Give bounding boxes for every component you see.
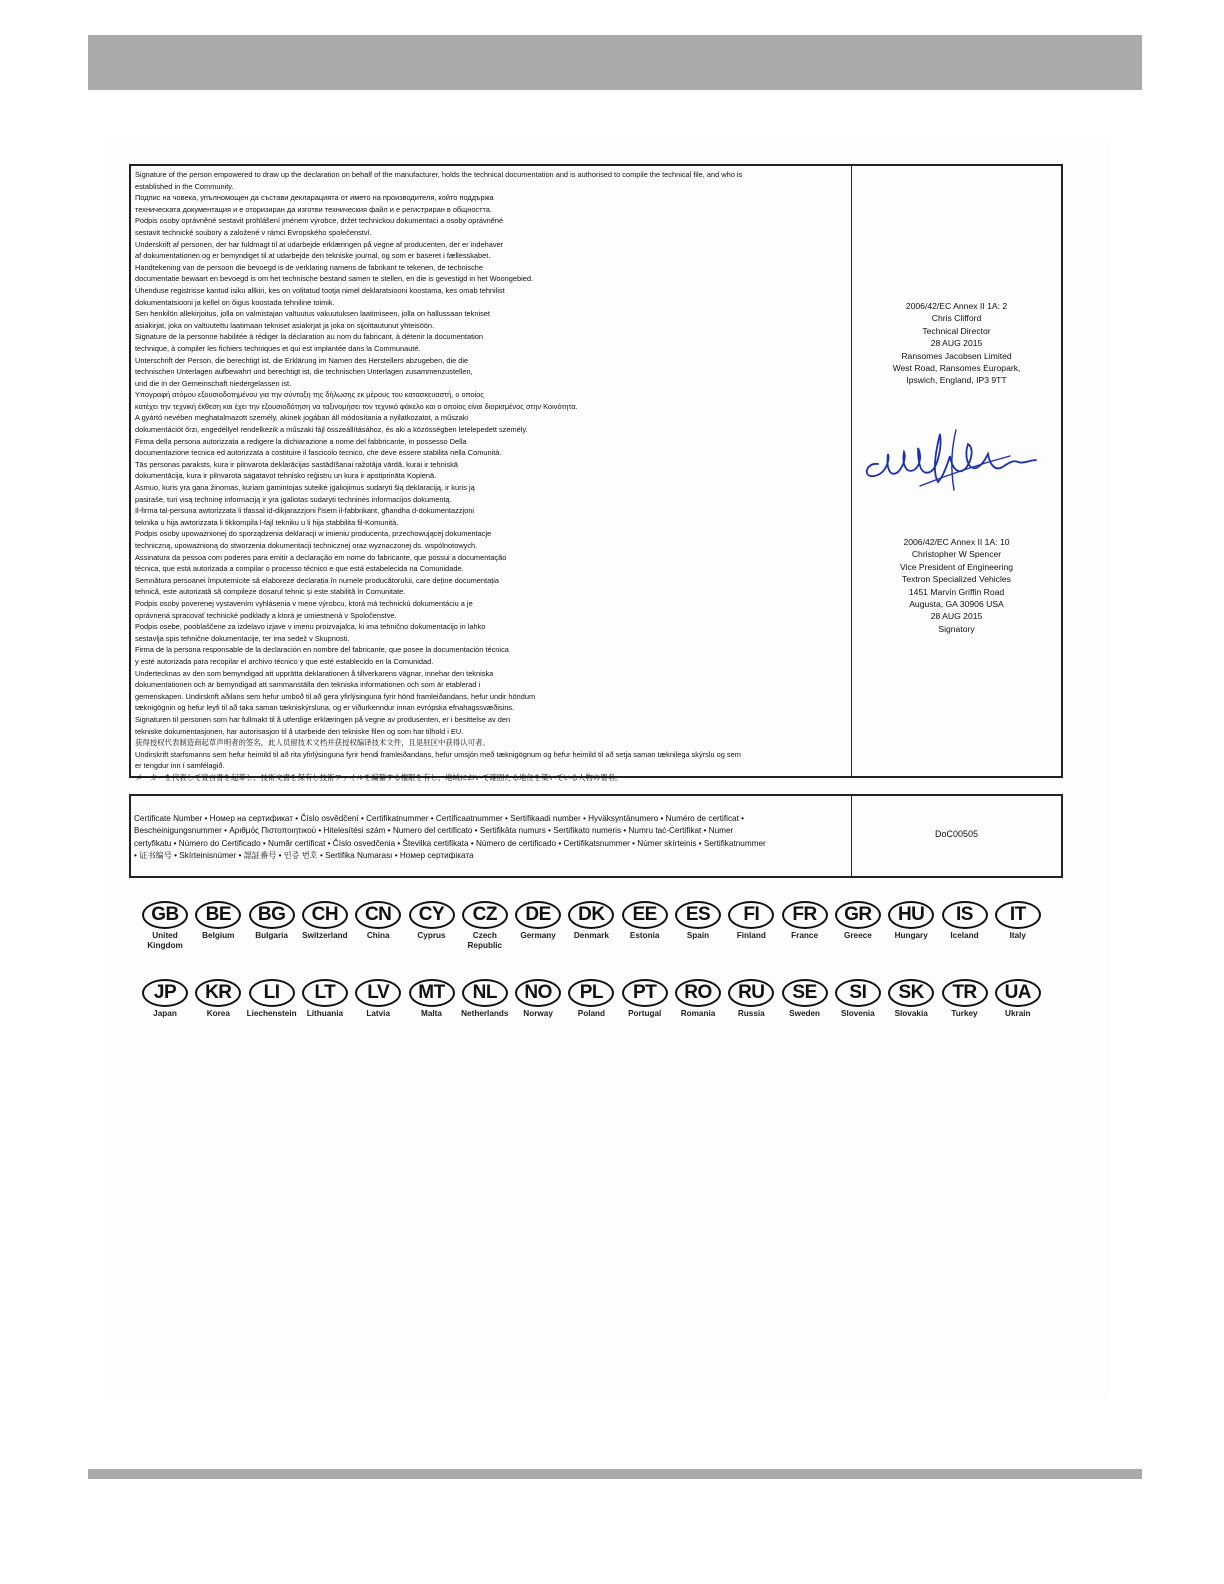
country-name: Slovenia xyxy=(841,1009,875,1018)
statement-line: dokumentationen och är bemyndigad att sammanställa den tekniska informationen och som är etablerad i xyxy=(135,680,481,690)
statement-line: tekniske dokumentasjonen, har autorisasjon til å utarbeide den tekniske filen og som har tilhold i EU. xyxy=(135,726,464,736)
country-ua xyxy=(991,979,1045,1019)
statement-line: oprávnená spracovať technické podklady a ktorá je umiestnená v Spoločenstve. xyxy=(135,610,397,620)
signatory-2-address-2: Augusta, GA 30906 USA xyxy=(909,599,1004,610)
country-de xyxy=(511,901,565,941)
statement-line: Il-firma tal-persuna awtorizzata li tfassal id-dikjarazzjoni f'isem il-fabbrikant, għandha d-dokumentazzjoni xyxy=(135,506,475,516)
statement-line: técnica, que está autorizada a compilar o processo técnico e que está estabelecida na Comunidade. xyxy=(135,564,464,574)
country-se xyxy=(778,979,832,1019)
country-pt xyxy=(618,979,672,1019)
statement-line: sestavit technické soubory a založené v rámci Evropského společenství. xyxy=(135,227,372,237)
statement-line: dokumentatsiooni ja kellel on õigus koostada tehniline toimik. xyxy=(135,297,335,307)
country-tr xyxy=(938,979,992,1019)
country-name: Iceland xyxy=(950,931,979,940)
certificate-label-line: Certificate Number • Номер на сертификат • Číslo osvědčení • Certifikatnummer • Certificaatnummer • Sertifikaadi number • Hyväksyntänumero • Numéro de certificat • xyxy=(134,814,745,823)
statement-line: techniczną, upoważnioną do stworzenia dokumentacji technicznej oraz wyznaczonej ds. wspólnotowych. xyxy=(135,541,478,550)
signatory-1-address-2: Ipswich, England, IP3 9TT xyxy=(906,375,1007,386)
statement-line: Handtekening van de persoon die bevoegd is de verklaring namens de fabrikant te tekenen, de technische xyxy=(135,262,484,272)
country-nl xyxy=(458,979,512,1019)
country-name: Belgium xyxy=(202,931,235,940)
country-es xyxy=(671,901,725,941)
signatory-1-title: Technical Director xyxy=(922,325,991,336)
certificate-label-line: • 证书编号 • Skírteinisnúmer • 認証番号 • 인증 번호 • Sertifika Numarası • Номер сертифіката xyxy=(134,851,474,861)
country-name: Slovakia xyxy=(894,1009,928,1018)
country-fr xyxy=(778,901,832,941)
country-ee xyxy=(618,901,672,941)
country-code-badge: CY xyxy=(409,901,455,929)
country-code-badge: LT xyxy=(302,979,348,1007)
country-code-badge: TR xyxy=(942,979,988,1007)
country-cz xyxy=(458,901,512,951)
statement-line: er tengdur inn í samfélagið. xyxy=(135,761,225,771)
country-code-badge: FR xyxy=(782,901,828,929)
country-name: Bulgaria xyxy=(255,931,288,940)
country-code-badge: GB xyxy=(142,901,188,929)
signatory-1 xyxy=(852,300,1061,387)
country-ro xyxy=(671,979,725,1019)
country-code-badge: SK xyxy=(888,979,934,1007)
country-code-badge: NL xyxy=(462,979,508,1007)
signatory-2-reference: 2006/42/EC Annex II 1A: 10 xyxy=(903,537,1010,547)
country-name: Czech Republic xyxy=(467,931,503,950)
statement-line: Podpis osoby poverenej vystavením vyhlásenia v mene výrobcu, ktorá má technickú dokumentáciu a je xyxy=(135,598,473,608)
country-name: Greece xyxy=(844,931,872,940)
country-code-badge: DE xyxy=(515,901,561,929)
country-code-badge: BE xyxy=(195,901,241,929)
country-code-badge: RO xyxy=(675,979,721,1007)
country-name: United Kingdom xyxy=(147,931,183,950)
statement-line: Signature de la personne habilitée à rédiger la déclaration au nom du fabricant, à détenir la documentation xyxy=(135,332,483,342)
country-code-badge: CH xyxy=(302,901,348,929)
statement-line: κατέχει την τεχνική έκθεση και έχει την εξουσιοδότηση να ταξινομήσει τον τεχνικό φάκελο και ο οποίος είναι διορισμένος στην Κοινότητα. xyxy=(135,401,578,411)
signatory-2-name: Christopher W Spencer xyxy=(911,549,1002,560)
country-it xyxy=(991,901,1045,941)
country-code-badge: LV xyxy=(355,979,401,1007)
statement-line: Подпис на човека, упълномощен да състави декларацията от името на производителя, който поддържа xyxy=(135,193,494,203)
statement-line: Υπογραφή ατόμου εξουσιοδοτημένου για την σύνταξη της δήλωσης εκ μέρους του κατασκευαστή, ο οποίος xyxy=(135,390,484,400)
country-name: France xyxy=(791,931,819,940)
footer-bar xyxy=(88,1469,1142,1479)
country-code-badge: IS xyxy=(942,901,988,929)
country-code-badge: JP xyxy=(142,979,188,1007)
signatory-1-reference: 2006/42/EC Annex II 1A: 2 xyxy=(905,301,1008,311)
country-fi xyxy=(724,901,778,941)
country-name: Lithuania xyxy=(306,1009,344,1018)
country-name: Latvia xyxy=(366,1009,391,1018)
certificate-table xyxy=(129,794,1063,878)
statement-line: technique, à compiler les fichiers techniques et qui est implantée dans la Communauté. xyxy=(135,343,421,353)
country-sk xyxy=(884,979,938,1019)
country-cn xyxy=(351,901,405,941)
country-name: Norway xyxy=(523,1009,553,1018)
country-code-badge: CN xyxy=(355,901,401,929)
country-name: Malta xyxy=(421,1009,442,1018)
country-code-badge: SI xyxy=(835,979,881,1007)
statement-line: Undirskrift starfsmanns sem hefur heimild til að rita yfirlýsinguna fyrir hendi framleiðandans, hefur umsjón með tæknigögnum og hefur heimild til að setja saman tæknilega skýrslu og sem xyxy=(135,749,741,759)
statement-line: documentatie bewaart en bevoegd is om het technische bestand samen te stellen, en die is gevestigd in het Woongebied. xyxy=(135,274,533,284)
statement-line: tæknigögnin og hefur leyfi til að taka saman tækniskýrsluna, og er viðurkenndur innan evrópska efnahagssvæðisins. xyxy=(135,703,515,713)
signatory-2-title: Vice President of Engineering xyxy=(899,561,1014,572)
country-name: Poland xyxy=(577,1009,606,1018)
country-name: Japan xyxy=(153,1009,177,1018)
statement-line: y esté autorizada para recopilar el archivo técnico y que esté establecido en la Comunidad. xyxy=(135,656,434,666)
country-name: Finland xyxy=(736,931,766,940)
country-name: Italy xyxy=(1009,931,1026,940)
statement-line: A gyártó nevében meghatalmazott személy, akinek jogában áll módosítania a nyilatkozatot, a műszaki xyxy=(135,413,469,423)
country-kr xyxy=(191,979,245,1019)
country-pl xyxy=(564,979,618,1019)
statement-line: Firma della persona autorizzata a redigere la dichiarazione a nome del fabbricante, in possesso Della xyxy=(135,436,467,446)
country-name: China xyxy=(366,931,390,940)
statement-line: und die in der Gemeinschaft niedergelassen ist. xyxy=(135,378,292,388)
country-gr xyxy=(831,901,885,941)
signatory-2-company: Textron Specialized Vehicles xyxy=(902,574,1011,585)
country-si xyxy=(831,979,885,1019)
statement-line: Sen henkilön allekirjoitus, jolla on valmistajan valtuutus vakuutuksen laatimiseen, jolla on hallussaan tekniset xyxy=(135,309,490,319)
country-name: Liechenstein xyxy=(246,1009,297,1018)
signatory-statement xyxy=(131,166,852,782)
statement-line: dokumentációt őrzi, engedéllyel rendelkezik a műszaki fájl összeállításához, és aki a közösségben letelepedett személy. xyxy=(135,425,528,435)
statement-line: Assinatura da pessoa com poderes para emitir a declaração em nome do fabricante, que possui a documentação xyxy=(135,552,507,562)
country-be xyxy=(191,901,245,941)
country-name: Germany xyxy=(520,931,556,940)
country-code-badge: LI xyxy=(249,979,295,1007)
certificate-number-label xyxy=(131,796,852,876)
country-code-badge: IT xyxy=(995,901,1041,929)
statement-line: Podpis osebe, pooblaščene za izdelavo izjave v imenu proizvajalca, ki ima tehnično dokumentacijo in lahko xyxy=(135,622,486,632)
statement-line: documentazione tecnica ed autorizzata a costituire il fascicolo tecnico, che deve essere stabilita nella Comunità. xyxy=(135,448,502,458)
country-jp xyxy=(138,979,192,1019)
country-name: Netherlands xyxy=(461,1009,509,1018)
country-code-badge: HU xyxy=(888,901,934,929)
signatory-1-date: 28 AUG 2015 xyxy=(930,338,983,349)
country-mt xyxy=(405,979,459,1019)
statement-line: Podpis osoby upoważnionej do sporządzenia deklaracji w imieniu producenta, przechowującej dokumentacje xyxy=(135,529,492,539)
country-name: Denmark xyxy=(573,931,609,940)
country-code-badge: MT xyxy=(409,979,455,1007)
country-cy xyxy=(405,901,459,941)
statement-line: dokumentācija, kura ir pilnvarota sagatavot tehnisko reģistru un kura ir apstiprināta Kopienā. xyxy=(135,471,437,481)
signatory-2 xyxy=(852,536,1061,635)
country-code-badge: CZ xyxy=(462,901,508,929)
signatory-2-role: Signatory xyxy=(938,623,975,634)
certificate-label-line: Bescheinigungsnummer • Αριθμός Πιστοποιητικού • Hitelesítési szám • Numero del certificato • Sertifikāta numurs • Sertifikato numeris • Numru taċ-Ċertifikat • Numer xyxy=(134,826,734,836)
country-ru xyxy=(724,979,778,1019)
statement-line: Underskrift af personen, der har fuldmagt til at udarbejde erklæringen på vegne af producenten, der er indehaver xyxy=(135,239,504,249)
statement-line: af dokumentationen og er bemyndiget til at udarbejde den tekniske journal, og som er baseret i fællesskabet. xyxy=(135,251,491,261)
country-name: Cyprus xyxy=(417,931,446,940)
country-li xyxy=(245,979,299,1019)
country-code-badge: GR xyxy=(835,901,881,929)
country-lt xyxy=(298,979,352,1019)
country-codes-row-2 xyxy=(138,979,1048,1041)
statement-line: Podpis osoby oprávněné sestavit prohlášení jménem výrobce, držet technickou dokumentaci a osoby oprávněné xyxy=(135,216,504,226)
signatory-1-company: Ransomes Jacobsen Limited xyxy=(901,350,1012,361)
signatory-details xyxy=(852,166,1061,776)
signatory-1-name: Chris Clifford xyxy=(931,313,982,324)
statement-line: Asmuo, kuris yra gana žinomas, kuriam gamintojas suteikė įgaliojimus sudaryti šią deklaraciją, ir kuris ją xyxy=(135,483,475,493)
country-is xyxy=(938,901,992,941)
country-bg xyxy=(245,901,299,941)
country-name: Sweden xyxy=(789,1009,821,1018)
signatory-2-date: 28 AUG 2015 xyxy=(930,611,983,622)
country-name: Romania xyxy=(680,1009,716,1018)
country-name: Portugal xyxy=(628,1009,662,1018)
country-code-badge: KR xyxy=(195,979,241,1007)
country-lv xyxy=(351,979,405,1019)
statement-line: sestavlja spis tehnične dokumentacije, ter ima sedež v Skupnosti. xyxy=(135,633,350,643)
country-name: Turkey xyxy=(951,1009,978,1018)
statement-line: Firma de la persona responsable de la declaración en nombre del fabricante, que posee la documentación técnica xyxy=(135,645,509,655)
statement-line: established in the Community. xyxy=(135,181,234,191)
statement-line: pasirašė, turi visą techninę informaciją ir yra įgaliotas sudaryti techninės informacijos dokumentą. xyxy=(135,494,452,504)
country-gb xyxy=(138,901,192,951)
country-name: Ukrain xyxy=(1005,1009,1031,1018)
signatory-1-address-1: West Road, Ransomes Europark, xyxy=(892,363,1021,374)
statement-line: 获得授权代表制造商起草声明者的签名，此人员留技术文档并获授权编译技术文件，且是驻区中获得认可者。 xyxy=(135,738,490,748)
country-code-badge: FI xyxy=(728,901,774,929)
country-no xyxy=(511,979,565,1019)
statement-line: gemenskapen. Undirskrift aðilans sem hefur umboð til að gera yfirlýsinguna fyrir hönd framleiðandans, hefur undir höndum xyxy=(135,691,536,701)
certificate-label-line: certyfikatu • Número do Certificado • Număr certificat • Číslo osvedčenia • Številka certifikata • Número de certificado • Certifikatsnummer • Númer skírteinis • Sertifikatnummer xyxy=(134,838,766,848)
statement-line: Ühenduse registrisse kantud isiku allkiri, kes on volitatud tootja nimel deklaratsiooni koostama, kes omab tehnilist xyxy=(135,285,505,295)
country-codes-row-1 xyxy=(138,901,1048,963)
country-code-badge: PL xyxy=(568,979,614,1007)
country-hu xyxy=(884,901,938,941)
statement-line: メーカーを代表して宣言書を起草し、技術文書を保有し技術ファイルを編纂する権限を有し、地域において確固たる地位を築いている人物の署名。 xyxy=(135,772,623,782)
statement-line: Tās personas paraksts, kura ir pilnvarota deklarācijas sastādīšanai ražotāja vārdā, kurai ir tehniskā xyxy=(135,459,458,469)
country-name: Hungary xyxy=(894,931,928,940)
country-code-badge: EE xyxy=(622,901,668,929)
statement-line: Signaturen til personen som har fullmakt til å utferdige erklæringen på vegne av produsenten, er i besittelse av den xyxy=(135,714,511,724)
country-code-badge: BG xyxy=(249,901,295,929)
statement-line: Signature of the person empowered to draw up the declaration on behalf of the manufacturer, holds the technical documentation and is authorised to compile the technical file, and who is xyxy=(135,170,743,179)
statement-line: техническата документация и е оторизиран да изготви техническия файл и е регистриран в общността. xyxy=(135,204,492,214)
signatory-2-address-1: 1451 Marvin Griffin Road xyxy=(908,586,1005,597)
statement-line: Unterschrift der Person, die berechtigt ist, die Erklärung im Namen des Herstellers abzugeben, die die xyxy=(135,355,469,365)
statement-line: Undertecknas av den som bemyndigad att upprätta deklarationen å tillverkarens vägnar, innehar den tekniska xyxy=(135,668,494,678)
statement-line: technischen Unterlagen aufbewahrt und berechtigt ist, die technischen Unterlagen zusammenzustellen, xyxy=(135,367,473,377)
country-code-badge: DK xyxy=(568,901,614,929)
country-dk xyxy=(564,901,618,941)
certificate-number: DoC00505 xyxy=(934,829,979,839)
country-ch xyxy=(298,901,352,941)
statement-line: asiakirjat, joka on valtuutettu laatimaan tekniset asiakirjat ja joka on sijoittautunut yhteisöön. xyxy=(135,320,435,330)
statement-line: tehnică, este autorizată să compileze dosarul tehnic și este stabilită în Comunitate. xyxy=(135,587,406,597)
country-code-badge: ES xyxy=(675,901,721,929)
statement-line: Semnătura persoanei împuternicite să elaboreze declarația în numele producătorului, care deține documentația xyxy=(135,575,499,585)
country-code-badge: SE xyxy=(782,979,828,1007)
country-code-badge: UA xyxy=(995,979,1041,1007)
country-name: Switzerland xyxy=(302,931,348,940)
country-name: Russia xyxy=(737,1009,765,1018)
statement-line: teknika u hija awtorizzata li tikkompila l-fajl tekniku u li hija stabbilita fil-Komunità. xyxy=(135,517,399,527)
header-bar xyxy=(88,35,1142,90)
country-code-badge: PT xyxy=(622,979,668,1007)
country-name: Korea xyxy=(206,1009,230,1018)
country-code-badge: NO xyxy=(515,979,561,1007)
handwritten-signature xyxy=(860,426,1050,496)
country-name: Spain xyxy=(686,931,710,940)
country-name: Estonia xyxy=(629,931,660,940)
signatory-table xyxy=(129,164,1063,782)
country-code-badge: RU xyxy=(728,979,774,1007)
